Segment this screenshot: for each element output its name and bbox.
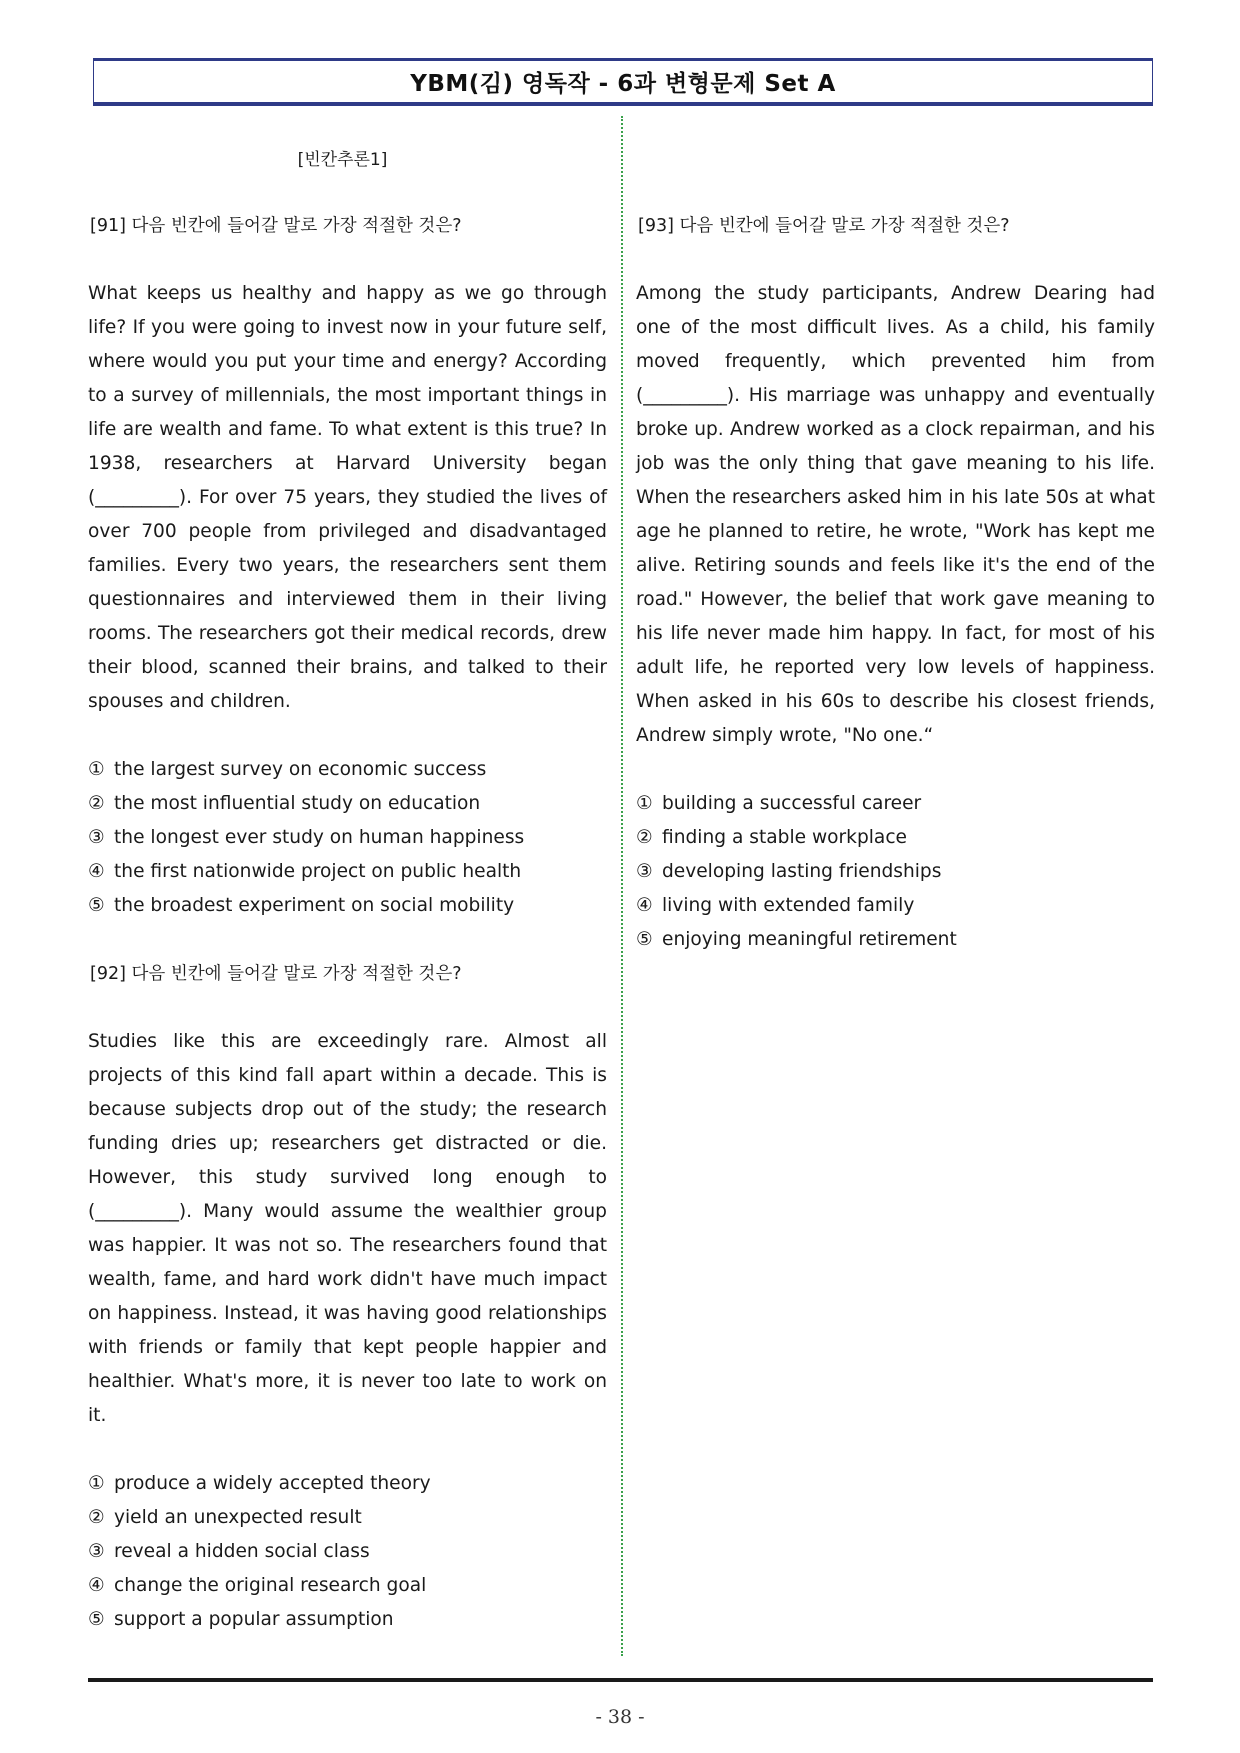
question-92 <box>88 957 607 1637</box>
choice-number: ③ <box>88 1541 105 1562</box>
choice-item <box>636 855 1155 889</box>
question-92-prompt: [92] 다음 빈칸에 들어갈 말로 가장 적절한 것은? <box>90 964 462 984</box>
footer-rule <box>88 1678 1153 1682</box>
choice-number: ① <box>636 793 653 814</box>
right-column <box>636 143 1155 991</box>
column-divider <box>621 116 623 1656</box>
choice-text: the longest ever study on human happiness <box>114 827 525 848</box>
choice-number: ① <box>88 759 105 780</box>
choice-text: living with extended family <box>662 895 915 916</box>
choice-text: the largest survey on economic success <box>114 759 487 780</box>
choice-number: ② <box>636 827 653 848</box>
question-93-choices <box>636 787 1155 957</box>
choice-text: the most influential study on education <box>114 793 481 814</box>
question-92-choices <box>88 1467 607 1637</box>
choice-text: change the original research goal <box>114 1575 427 1596</box>
choice-text: yield an unexpected result <box>114 1507 362 1528</box>
choice-item <box>88 1535 607 1569</box>
choice-number: ① <box>88 1473 105 1494</box>
choice-item <box>88 753 607 787</box>
choice-text: support a popular assumption <box>114 1609 394 1630</box>
question-93-prompt: [93] 다음 빈칸에 들어갈 말로 가장 적절한 것은? <box>638 216 1010 236</box>
choice-number: ⑤ <box>88 895 105 916</box>
section-spacer <box>636 143 1155 209</box>
question-91 <box>88 209 607 923</box>
choice-number: ③ <box>636 861 653 882</box>
section-label: [빈칸추론1] <box>297 150 388 170</box>
choice-item <box>88 821 607 855</box>
choice-item <box>88 1467 607 1501</box>
choice-number: ④ <box>88 861 105 882</box>
choice-number: ③ <box>88 827 105 848</box>
choice-number: ⑤ <box>636 929 653 950</box>
worksheet-title-banner <box>93 58 1153 106</box>
choice-text: the first nationwide project on public health <box>114 861 522 882</box>
question-93 <box>636 209 1155 957</box>
choice-item <box>88 1603 607 1637</box>
left-column <box>88 143 607 1671</box>
question-91-prompt: [91] 다음 빈칸에 들어갈 말로 가장 적절한 것은? <box>90 216 462 236</box>
choice-text: developing lasting friendships <box>662 861 942 882</box>
choice-text: reveal a hidden social class <box>114 1541 370 1562</box>
choice-item <box>88 889 607 923</box>
choice-number: ② <box>88 793 105 814</box>
question-93-passage: Among the study participants, Andrew Dearing had one of the most difficult lives. As a child, his family moved frequently, which prevented him from (_________). His marriage was unhappy and eventually broke up. Andrew worked as a clock repairman, and his job was the only thing that gave meaning to his life. When the researchers asked him in his late 50s at what age he planned to retire, he wrote, "Work has kept me alive. Retiring sounds and feels like it's the end of the road." However, the belief that work gave meaning to his life never made him happy. In fact, for most of his adult life, he reported very low levels of happiness. When asked in his 60s to describe his closest friends, Andrew simply wrote, "No one.“ <box>636 283 1155 746</box>
choice-item <box>88 855 607 889</box>
choice-text: enjoying meaningful retirement <box>662 929 957 950</box>
worksheet-title: YBM(김) 영독작 - 6과 변형문제 Set A <box>410 71 836 97</box>
question-92-passage: Studies like this are exceedingly rare. Almost all projects of this kind fall apart within a decade. This is because subjects drop out of the study; the research funding dries up; researchers get distracted or die. However, this study survived long enough to (_________). Many would assume the wealthier group was happier. It was not so. The researchers found that wealth, fame, and hard work didn't have much impact on happiness. Instead, it was having good relationships with friends or family that kept people happier and healthier. What's more, it is never too late to work on it. <box>88 1031 607 1426</box>
choice-text: produce a widely accepted theory <box>114 1473 431 1494</box>
choice-item <box>88 787 607 821</box>
choice-item <box>636 787 1155 821</box>
choice-number: ④ <box>88 1575 105 1596</box>
choice-item <box>88 1569 607 1603</box>
choice-text: the broadest experiment on social mobility <box>114 895 515 916</box>
choice-text: building a successful career <box>662 793 922 814</box>
choice-number: ⑤ <box>88 1609 105 1630</box>
page-number: - 38 - <box>595 1706 645 1728</box>
choice-item <box>636 821 1155 855</box>
question-91-choices <box>88 753 607 923</box>
choice-text: finding a stable workplace <box>662 827 907 848</box>
choice-item <box>636 889 1155 923</box>
question-91-passage: What keeps us healthy and happy as we go through life? If you were going to invest now in your future self, where would you put your time and energy? According to a survey of millennials, the most important things in life are wealth and fame. To what extent is this true? In 1938, researchers at Harvard University began (_________). For over 75 years, they studied the lives of over 700 people from privileged and disadvantaged families. Every two years, the researchers sent them questionnaires and interviewed them in their living rooms. The researchers got their medical records, drew their blood, scanned their brains, and talked to their spouses and children. <box>88 283 607 712</box>
choice-item <box>636 923 1155 957</box>
choice-item <box>88 1501 607 1535</box>
choice-number: ② <box>88 1507 105 1528</box>
choice-number: ④ <box>636 895 653 916</box>
